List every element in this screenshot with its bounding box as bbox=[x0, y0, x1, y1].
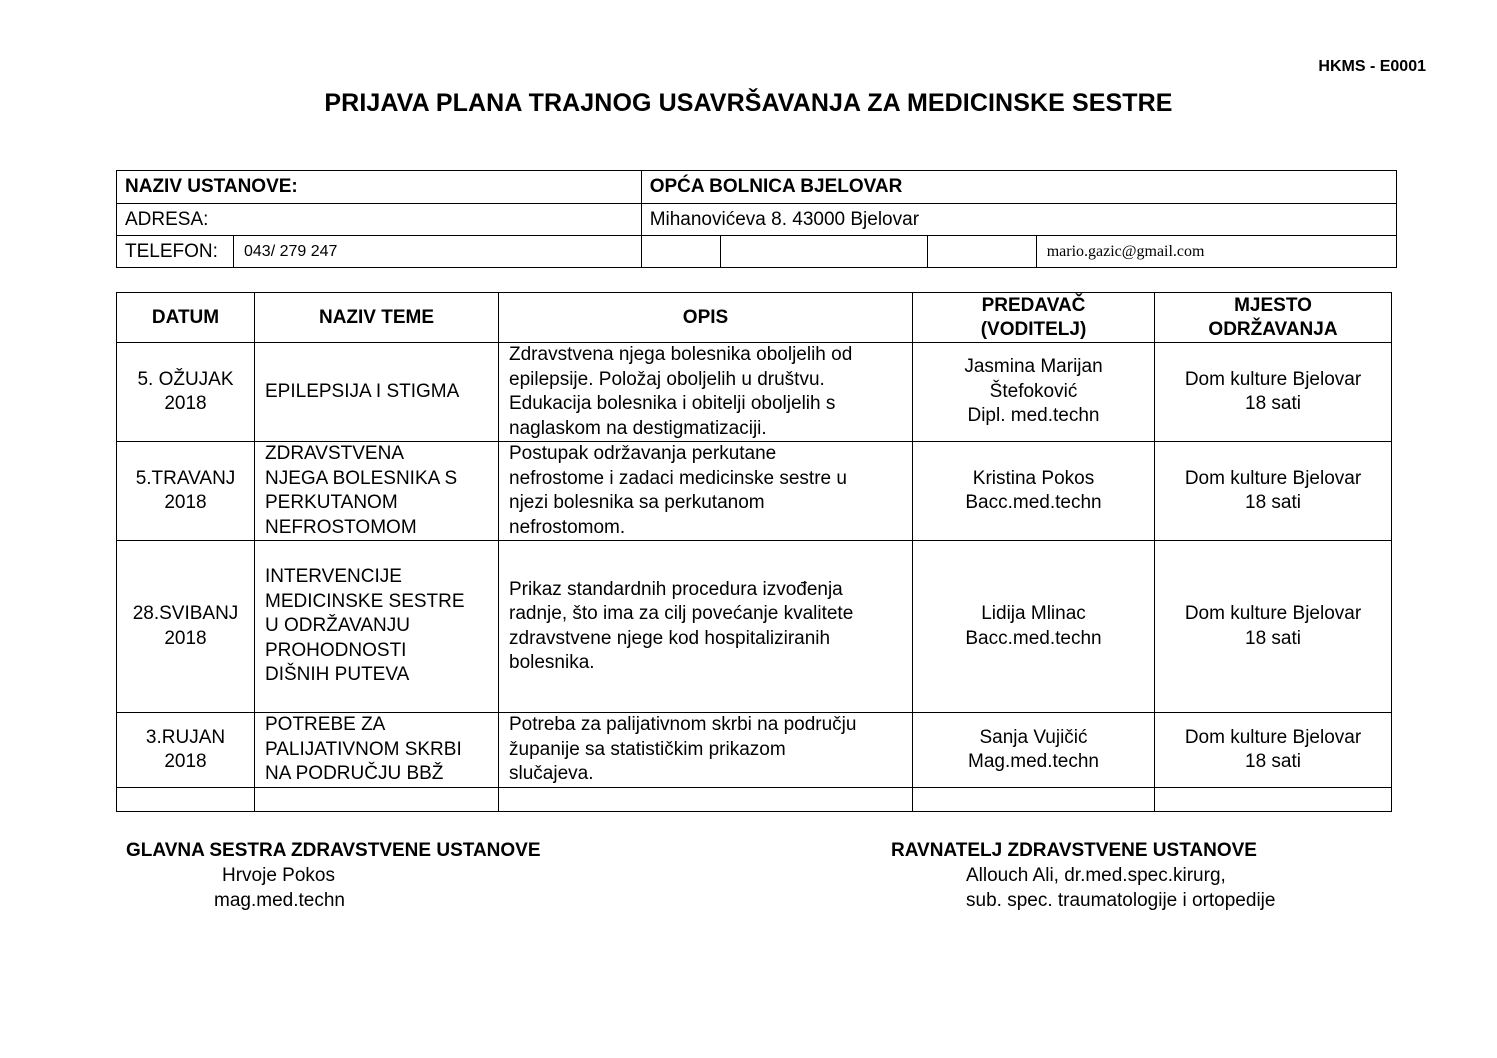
empty-cell bbox=[255, 788, 499, 812]
row-topic bbox=[255, 442, 499, 541]
text-line: epilepsije. Položaj oboljelih u društvu. bbox=[509, 368, 825, 390]
text-line: bolesnika. bbox=[509, 652, 595, 673]
institution-name-row bbox=[117, 171, 1397, 204]
text-line: EPILEPSIJA I STIGMA bbox=[265, 380, 460, 402]
empty-cell bbox=[720, 236, 927, 268]
row-place bbox=[1155, 343, 1392, 442]
text-line: DIŠNIH PUTEVA bbox=[265, 664, 410, 686]
text-line: NEFROSTOMOM bbox=[265, 516, 417, 538]
text-line: Dipl. med.techn bbox=[967, 405, 1100, 427]
text-line: 5.TRAVANJ bbox=[135, 467, 236, 489]
plan-row bbox=[117, 713, 1392, 788]
empty-cell bbox=[499, 788, 913, 812]
text-line: ZDRAVSTVENA bbox=[265, 443, 405, 464]
row-lecturer bbox=[913, 541, 1155, 713]
text-line: PERKUTANOM bbox=[265, 492, 398, 513]
text-line: Edukacija bolesnika i obitelji oboljelih s bbox=[509, 393, 836, 414]
text-line: Jasmina Marijan bbox=[964, 356, 1103, 378]
institution-phone-label: TELEFON: bbox=[117, 236, 234, 268]
text-line: PROHODNOSTI bbox=[265, 639, 407, 661]
institution-phone-value: 043/ 279 247 bbox=[234, 236, 642, 268]
text-line: 2018 bbox=[164, 393, 207, 414]
text-line: U ODRŽAVANJU bbox=[265, 615, 410, 637]
text-line: 2018 bbox=[164, 627, 207, 649]
text-line: Mag.med.techn bbox=[968, 751, 1099, 772]
row-topic bbox=[255, 343, 499, 442]
document-code: HKMS - E0001 bbox=[1318, 58, 1426, 75]
text-line: naglaskom na destigmatizaciji. bbox=[509, 417, 767, 439]
text-line: njezi bolesnika sa perkutanom bbox=[509, 492, 765, 513]
text-line: Bacc.med.techn bbox=[965, 627, 1102, 649]
text-line: Sanja Vujičić bbox=[979, 726, 1088, 748]
text-line: 2018 bbox=[164, 751, 207, 772]
text-line: Zdravstvena njega bolesnika oboljelih od bbox=[509, 344, 853, 365]
text-line: 2018 bbox=[164, 492, 207, 513]
row-date bbox=[117, 541, 255, 713]
text-line: 18 sati bbox=[1245, 751, 1301, 772]
plan-header-row bbox=[117, 293, 1392, 343]
header-description: OPIS bbox=[499, 293, 913, 343]
plan-empty-row bbox=[117, 788, 1392, 812]
text-line: PALIJATIVNOM SKRBI bbox=[265, 738, 462, 760]
row-description bbox=[499, 713, 913, 788]
director-name: Allouch Ali, dr.med.spec.kirurg, bbox=[966, 865, 1226, 886]
text-line: nefrostomom. bbox=[509, 516, 626, 538]
text-line: Prikaz standardnih procedura izvođenja bbox=[509, 578, 843, 600]
plan-row bbox=[117, 541, 1392, 713]
text-line: radnje, što ima za cilj povećanje kvalitete bbox=[509, 603, 854, 624]
header-topic: NAZIV TEME bbox=[255, 293, 499, 343]
text-line: NA PODRUČJU BBŽ bbox=[265, 763, 444, 785]
institution-address-value: Mihanovićeva 8. 43000 Bjelovar bbox=[641, 204, 1396, 236]
empty-cell bbox=[117, 788, 255, 812]
plan-row bbox=[117, 442, 1392, 541]
text-line: Kristina Pokos bbox=[972, 467, 1095, 489]
row-place bbox=[1155, 442, 1392, 541]
row-lecturer bbox=[913, 442, 1155, 541]
row-description bbox=[499, 343, 913, 442]
text-line: 3.RUJAN bbox=[145, 726, 226, 748]
director-role: sub. spec. traumatologije i ortopedije bbox=[966, 890, 1276, 911]
text-line: Bacc.med.techn bbox=[965, 492, 1102, 513]
header-place bbox=[1155, 293, 1392, 343]
text-line: NJEGA BOLESNIKA S bbox=[265, 467, 458, 489]
text-line: Dom kulture Bjelovar bbox=[1184, 368, 1362, 390]
head-nurse-title: GLAVNA SESTRA ZDRAVSTVENE USTANOVE bbox=[126, 840, 541, 861]
text-line: nefrostome i zadaci medicinske sestre u bbox=[509, 467, 847, 489]
institution-address-label: ADRESA: bbox=[117, 204, 642, 236]
row-date bbox=[117, 442, 255, 541]
header-place-line: MJESTO bbox=[1234, 294, 1312, 316]
head-nurse-signature-block bbox=[126, 838, 541, 913]
row-date bbox=[117, 343, 255, 442]
text-line: Postupak održavanja perkutane bbox=[509, 443, 777, 464]
institution-name-label: NAZIV USTANOVE: bbox=[117, 171, 642, 204]
text-line: Potreba za palijativnom skrbi na području bbox=[509, 714, 857, 736]
plan-row bbox=[117, 343, 1392, 442]
header-lecturer-line: PREDAVAČ bbox=[981, 294, 1086, 316]
row-date bbox=[117, 713, 255, 788]
row-lecturer bbox=[913, 713, 1155, 788]
education-plan-table bbox=[116, 292, 1392, 812]
institution-address-row bbox=[117, 204, 1397, 236]
institution-phone-row bbox=[117, 236, 1397, 268]
text-line: 18 sati bbox=[1245, 492, 1301, 513]
text-line: 5. OŽUJAK bbox=[137, 368, 234, 390]
director-signature-block bbox=[891, 838, 1275, 913]
text-line: županije sa statističkim prikazom bbox=[509, 738, 786, 760]
text-line: INTERVENCIJE bbox=[265, 566, 402, 588]
empty-cell bbox=[641, 236, 720, 268]
director-title: RAVNATELJ ZDRAVSTVENE USTANOVE bbox=[891, 840, 1257, 861]
header-place-line: ODRŽAVANJA bbox=[1208, 318, 1338, 340]
row-place bbox=[1155, 541, 1392, 713]
row-topic bbox=[255, 713, 499, 788]
row-place bbox=[1155, 713, 1392, 788]
text-line: 18 sati bbox=[1245, 627, 1301, 649]
header-date: DATUM bbox=[117, 293, 255, 343]
text-line: MEDICINSKE SESTRE bbox=[265, 590, 465, 612]
institution-name-value: OPĆA BOLNICA BJELOVAR bbox=[641, 171, 1396, 204]
page-title: PRIJAVA PLANA TRAJNOG USAVRŠAVANJA ZA MEDICINSKE SESTRE bbox=[324, 89, 1173, 117]
text-line: 18 sati bbox=[1245, 393, 1301, 414]
text-line: 28.SVIBANJ bbox=[132, 603, 239, 624]
empty-cell bbox=[913, 788, 1155, 812]
head-nurse-name: Hrvoje Pokos bbox=[222, 865, 335, 886]
row-description bbox=[499, 442, 913, 541]
row-description bbox=[499, 541, 913, 713]
text-line: Lidija Mlinac bbox=[981, 603, 1086, 624]
text-line: slučajeva. bbox=[509, 763, 594, 785]
institution-email: mario.gazic@gmail.com bbox=[1036, 236, 1396, 268]
header-lecturer bbox=[913, 293, 1155, 343]
empty-cell bbox=[927, 236, 1036, 268]
head-nurse-role: mag.med.techn bbox=[214, 890, 345, 911]
text-line: zdravstvene njege kod hospitaliziranih bbox=[509, 627, 831, 649]
header-lecturer-line: (VODITELJ) bbox=[980, 318, 1087, 340]
text-line: Dom kulture Bjelovar bbox=[1184, 603, 1362, 624]
text-line: Štefoković bbox=[989, 380, 1078, 402]
text-line: Dom kulture Bjelovar bbox=[1184, 726, 1362, 748]
row-topic bbox=[255, 541, 499, 713]
institution-info-table bbox=[116, 170, 1397, 268]
text-line: Dom kulture Bjelovar bbox=[1184, 467, 1362, 489]
empty-cell bbox=[1155, 788, 1392, 812]
row-lecturer bbox=[913, 343, 1155, 442]
text-line: POTREBE ZA bbox=[265, 714, 386, 736]
